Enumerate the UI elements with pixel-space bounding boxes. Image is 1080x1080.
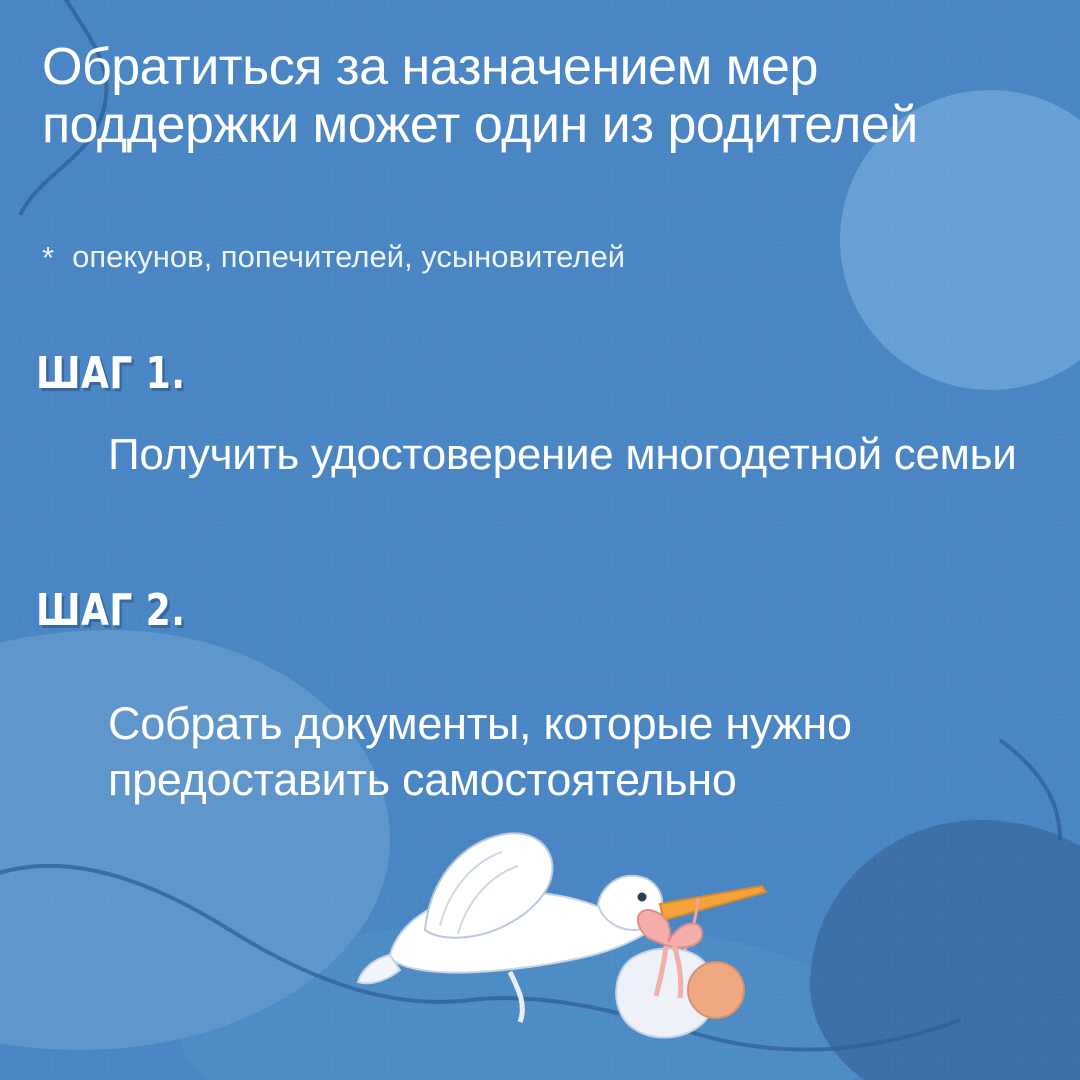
stork-illustration xyxy=(330,800,800,1070)
page-title: Обратиться за назначением мер поддержки может один из родителей xyxy=(42,38,918,155)
stork-eye xyxy=(638,893,647,902)
footnote xyxy=(42,238,982,275)
step-item-1 xyxy=(36,348,1036,482)
stork-leg-1 xyxy=(510,972,522,1022)
stork-tail xyxy=(358,955,400,983)
step-1-label: ШАГ 1. xyxy=(36,348,186,399)
footnote-marker: * xyxy=(42,240,55,275)
baby-head xyxy=(688,962,744,1018)
step-2-text: Собрать документы, которые нужно предоставить самостоятельно xyxy=(108,698,852,806)
stork-beak xyxy=(660,886,766,920)
step-item-2 xyxy=(36,585,1036,809)
step-1-text: Получить удостоверение многодетной семьи xyxy=(108,430,1017,479)
step-2-label: ШАГ 2. xyxy=(36,585,186,636)
footnote-text: опекунов, попечителей, усыновителей xyxy=(72,239,626,274)
